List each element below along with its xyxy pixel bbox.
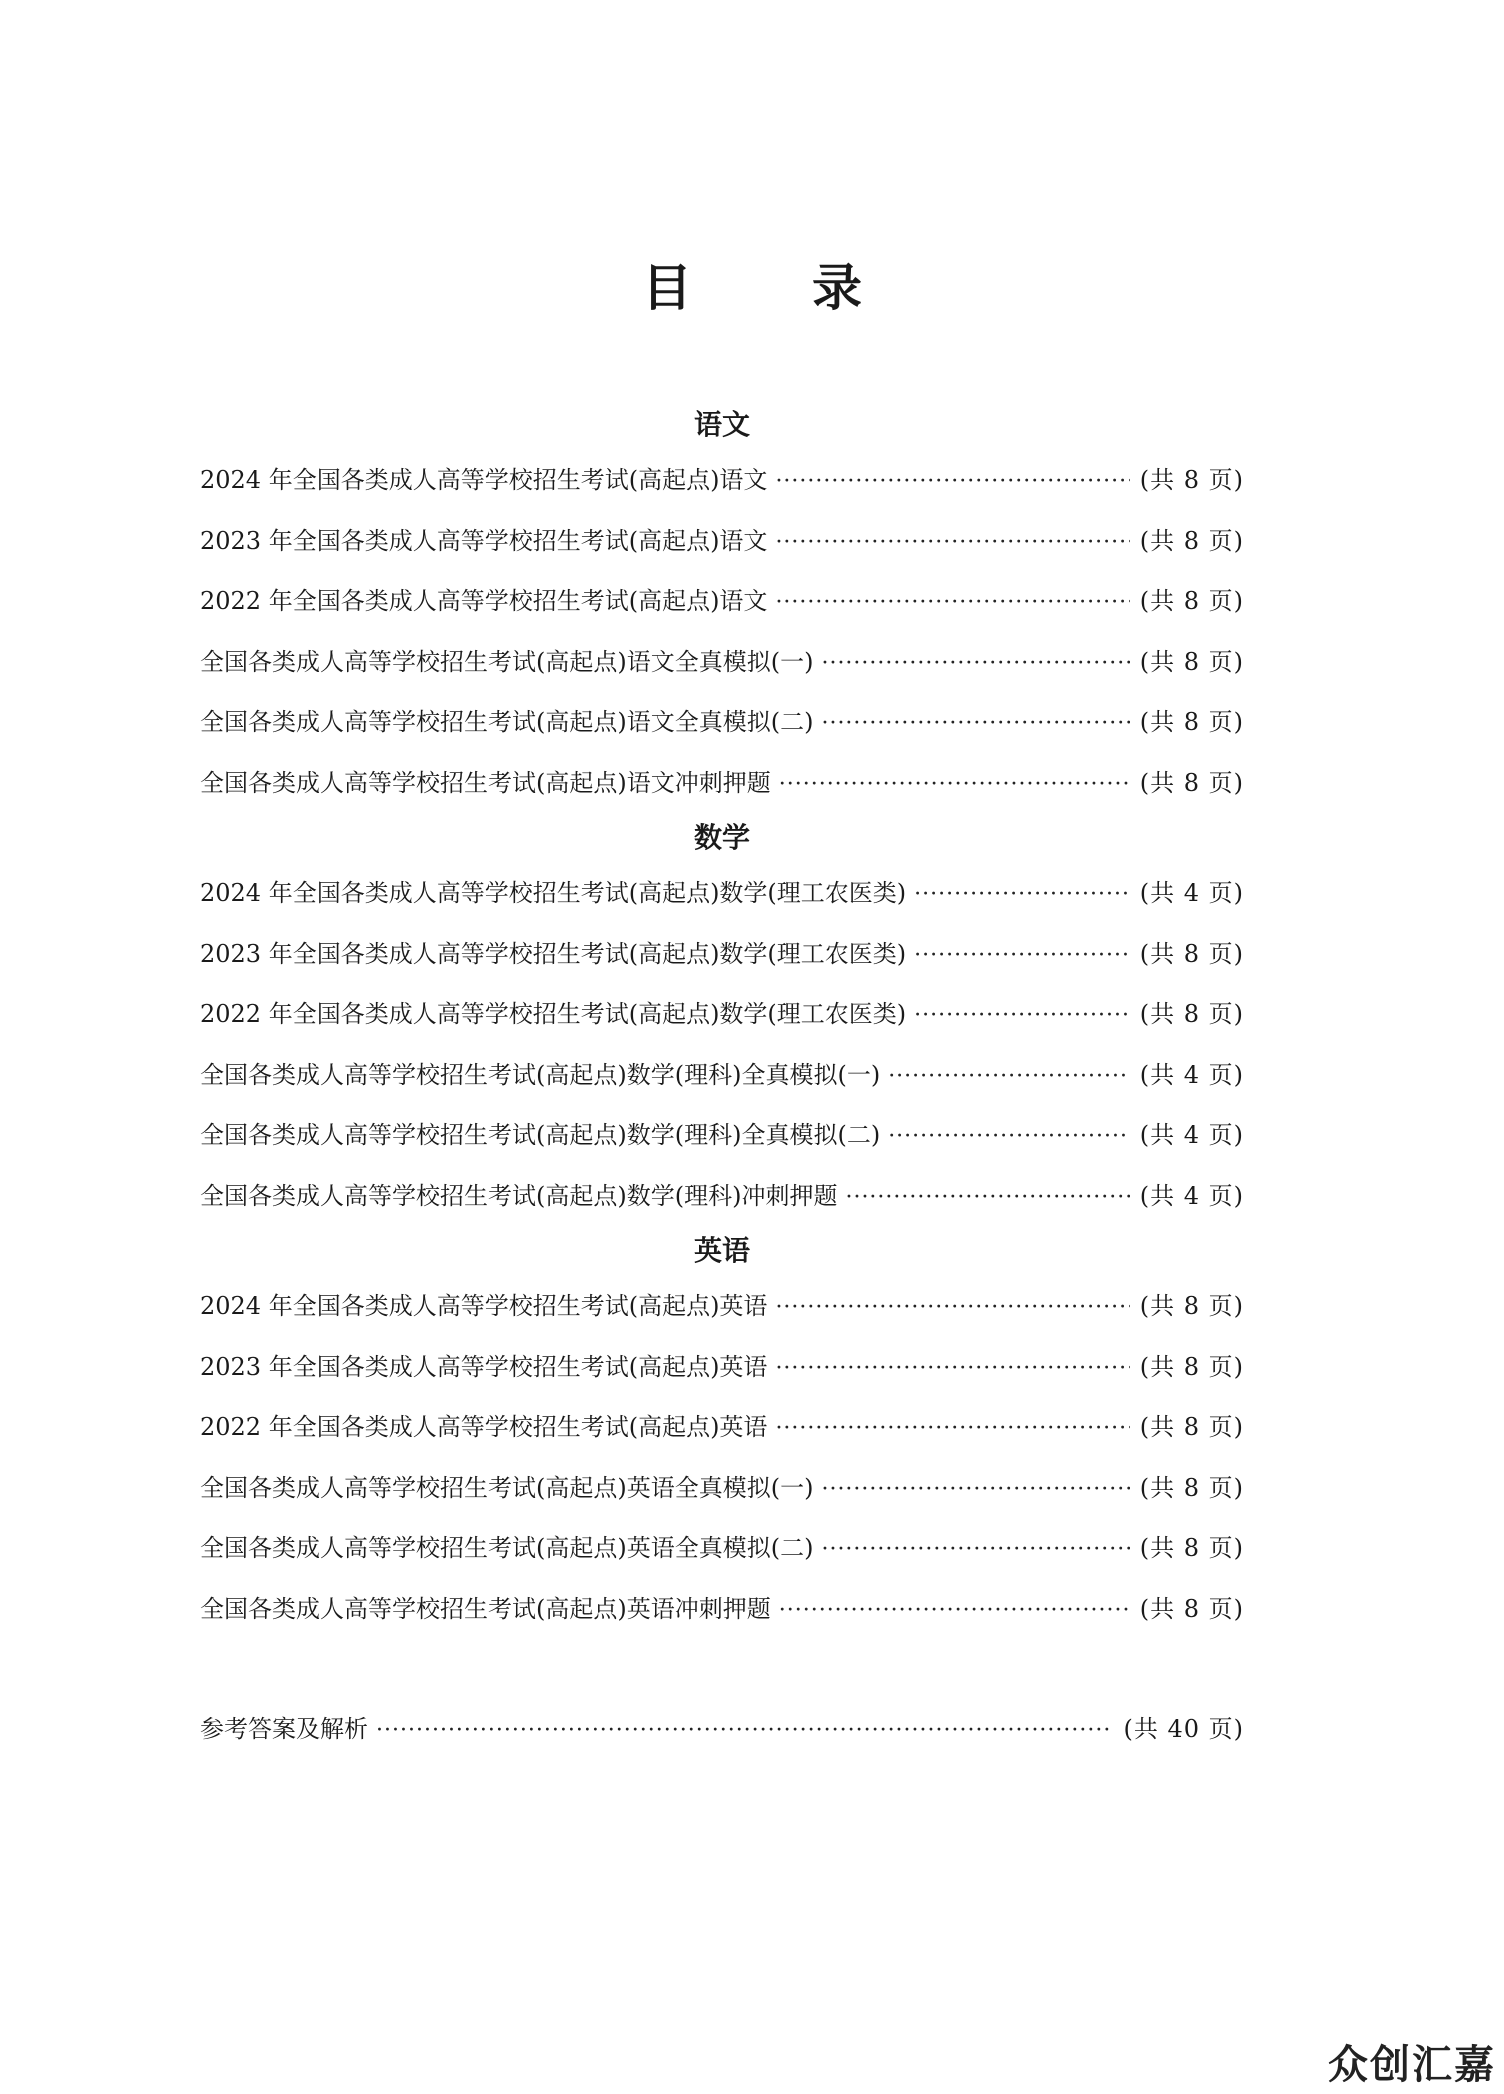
- dot-leader: [914, 926, 1130, 987]
- dot-leader: [821, 634, 1129, 695]
- toc-entry[interactable]: [200, 571, 1244, 632]
- dot-leader: [914, 865, 1130, 926]
- toc-entry-title: 全国各类成人高等学校招生考试(高起点)数学(理科)全真模拟(一): [200, 1060, 881, 1089]
- dot-leader: [845, 1168, 1129, 1229]
- dot-leader: [821, 694, 1129, 755]
- toc-entry-pages: (共 8 页): [1139, 1473, 1244, 1502]
- toc-entry-pages: (共 4 页): [1139, 1121, 1244, 1149]
- toc-entry-pages: (共 8 页): [1139, 587, 1244, 615]
- dot-leader: [821, 1460, 1129, 1521]
- toc-entry-title: 全国各类成人高等学校招生考试(高起点)语文冲刺押题: [200, 768, 771, 797]
- dot-leader: [914, 986, 1130, 1047]
- toc-entry-pages: (共 8 页): [1139, 708, 1244, 736]
- toc-entry-pages: (共 8 页): [1139, 1534, 1244, 1562]
- toc-entry-pages: (共 8 页): [1139, 939, 1244, 968]
- toc-entry-title: 参考答案及解析: [200, 1715, 368, 1743]
- toc-entry-title: 全国各类成人高等学校招生考试(高起点)语文全真模拟(一): [200, 647, 814, 676]
- section-heading-chinese: 语文: [693, 408, 750, 441]
- toc-entry-title: 2023 年全国各类成人高等学校招生考试(高起点)数学(理工农医类): [200, 939, 907, 968]
- toc-entry-pages: (共 8 页): [1139, 1594, 1244, 1623]
- toc-entry-title: 全国各类成人高等学校招生考试(高起点)英语全真模拟(一): [200, 1473, 814, 1502]
- toc-entry[interactable]: [200, 863, 1244, 924]
- dot-leader: [376, 1701, 1113, 1762]
- toc-entry-pages: (共 8 页): [1139, 1292, 1244, 1320]
- toc-entry-title: 全国各类成人高等学校招生考试(高起点)数学(理科)全真模拟(二): [200, 1121, 881, 1149]
- toc-entry-pages: (共 4 页): [1139, 1181, 1244, 1210]
- toc-entry-title: 全国各类成人高等学校招生考试(高起点)英语全真模拟(二): [200, 1534, 814, 1562]
- toc-entry-pages: (共 40 页): [1123, 1715, 1244, 1743]
- toc-entry[interactable]: [200, 692, 1244, 753]
- toc-entry[interactable]: [200, 1045, 1244, 1106]
- toc-entry-answers[interactable]: [200, 1699, 1244, 1760]
- toc-entry-pages: (共 8 页): [1139, 1352, 1244, 1381]
- dot-leader: [779, 755, 1130, 816]
- toc-entry[interactable]: [200, 1518, 1244, 1579]
- toc-entry-pages: (共 8 页): [1139, 526, 1244, 555]
- dot-leader: [821, 1520, 1129, 1581]
- toc-entry[interactable]: [200, 1458, 1244, 1519]
- dot-leader: [888, 1047, 1130, 1108]
- toc-entry[interactable]: [200, 1166, 1244, 1227]
- watermark-logo: 众创汇嘉: [1328, 2042, 1496, 2088]
- dot-leader: [775, 1278, 1129, 1339]
- toc-entry-title: 2024 年全国各类成人高等学校招生考试(高起点)英语: [200, 1292, 768, 1320]
- toc-entry-title: 全国各类成人高等学校招生考试(高起点)语文全真模拟(二): [200, 708, 814, 736]
- toc-entry-pages: (共 4 页): [1139, 879, 1244, 907]
- toc-entry-pages: (共 8 页): [1139, 1000, 1244, 1028]
- toc-entry[interactable]: [200, 511, 1244, 572]
- dot-leader: [775, 1399, 1129, 1460]
- toc-entry-title: 2023 年全国各类成人高等学校招生考试(高起点)英语: [200, 1352, 768, 1381]
- toc-entry-pages: (共 8 页): [1139, 768, 1244, 797]
- toc-entry[interactable]: [200, 450, 1244, 511]
- toc-entry-title: 2022 年全国各类成人高等学校招生考试(高起点)英语: [200, 1413, 768, 1441]
- toc-entry-title: 2023 年全国各类成人高等学校招生考试(高起点)语文: [200, 526, 768, 555]
- toc-entry[interactable]: [200, 1337, 1244, 1398]
- toc-entry-title: 2024 年全国各类成人高等学校招生考试(高起点)语文: [200, 466, 768, 494]
- toc-entry-pages: (共 8 页): [1139, 647, 1244, 676]
- toc-entry[interactable]: [200, 924, 1244, 985]
- toc-entry-title: 2022 年全国各类成人高等学校招生考试(高起点)数学(理工农医类): [200, 1000, 907, 1028]
- toc-entry-pages: (共 8 页): [1139, 466, 1244, 494]
- toc-entry[interactable]: [200, 753, 1244, 814]
- toc-entry-pages: (共 8 页): [1139, 1413, 1244, 1441]
- toc-entry[interactable]: [200, 1397, 1244, 1458]
- page-title-part-2: 录: [812, 259, 862, 317]
- toc-entry-title: 2024 年全国各类成人高等学校招生考试(高起点)数学(理工农医类): [200, 879, 907, 907]
- toc-entry-title: 全国各类成人高等学校招生考试(高起点)英语冲刺押题: [200, 1594, 771, 1623]
- toc-entry-title: 2022 年全国各类成人高等学校招生考试(高起点)语文: [200, 587, 768, 615]
- toc-entry-title: 全国各类成人高等学校招生考试(高起点)数学(理科)冲刺押题: [200, 1181, 838, 1210]
- toc-entry[interactable]: [200, 632, 1244, 693]
- toc-entry-pages: (共 4 页): [1139, 1060, 1244, 1089]
- toc-entry[interactable]: [200, 984, 1244, 1045]
- dot-leader: [775, 573, 1129, 634]
- dot-leader: [775, 452, 1129, 513]
- dot-leader: [775, 513, 1129, 574]
- section-heading-math: 数学: [693, 821, 750, 854]
- page-title-part-1: 目: [642, 259, 692, 317]
- page-title: [0, 258, 1504, 318]
- dot-leader: [888, 1107, 1130, 1168]
- toc-entry[interactable]: [200, 1276, 1244, 1337]
- dot-leader: [779, 1581, 1130, 1642]
- toc-entry[interactable]: [200, 1579, 1244, 1640]
- table-of-contents: [200, 400, 1244, 1760]
- toc-entry[interactable]: [200, 1105, 1244, 1166]
- section-heading-english: 英语: [693, 1234, 750, 1267]
- dot-leader: [775, 1339, 1129, 1400]
